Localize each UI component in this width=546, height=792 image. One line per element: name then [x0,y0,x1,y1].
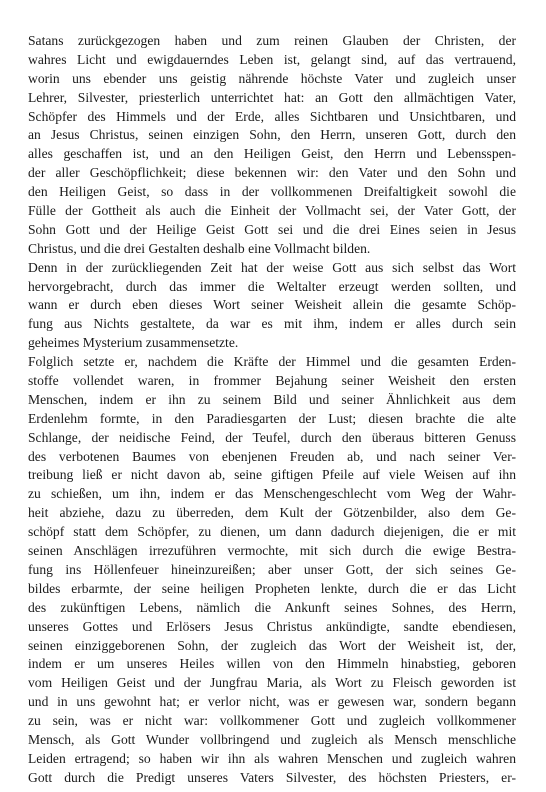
text-line: der aller Geschöpflichkeit; diese bekennen wir: den Vater und den Sohn und [28,165,516,181]
text-line: vom Heiligen Geist und der Jungfrau Maria, als Wort zu Fleisch geworden ist [28,675,516,691]
text-line: treibung ließ er nicht davon ab, seine giftigen Pfeile auf viele Weisen auf ihn [28,467,516,483]
text-line: Menschen, indem er ihn zu seinem Bild und seiner Ähnlichkeit aus dem [28,391,516,407]
text-line: zu sein, was er nicht war: vollkommener Gott und zugleich vollkommener [28,713,516,729]
document-page [28,32,516,788]
text-line: Gott durch die Predigt unseres Vaters Silvester, des höchsten Priesters, er- [28,769,516,785]
text-line: Fülle der Gottheit als auch die Einheit der Vollmacht sei, der Vater Gott, der [28,203,516,219]
text-line: stoffe vollendet waren, in frommer Bejahung seiner Weisheit den ersten [28,373,516,389]
text-line: Denn in der zurückliegenden Zeit hat der weise Gott aus sich selbst das Wort [28,259,516,275]
text-line: Mensch, als Gott Wunder vollbringend und zugleich als Mensch menschliche [28,731,516,747]
text-line: an Jesus Christus, seinen einzigen Sohn, den Herrn, unseren Gott, durch den [28,127,516,143]
paragraph [28,32,516,259]
text-line: fung aus Nichts gestaltete, da war es mit ihm, indem er alles durch sein [28,316,516,332]
text-line: Satans zurückgezogen haben und zum reinen Glauben der Christen, der [28,33,516,48]
text-line: hervorgebracht, durch das immer die Weltalter erzeugt werden sollten, und [28,278,516,294]
text-line: seinen Anschlägen irrezuführen vermochte, mit sich durch die ewige Bestra- [28,543,516,559]
text-line: Sohn Gott und der Heilige Geist Gott sei und die drei Eines seien in Jesus [28,221,516,237]
text-line: Leiden ertragend; so haben wir ihn als wahren Menschen und zugleich wahren [28,750,516,766]
text-line: seinen einziggeborenen Sohn, der zugleich das Wort der Weisheit ist, der, [28,637,516,653]
paragraph [28,353,516,787]
text-line: wahres Licht und ewigdauerndes Leben ist, gelangt sind, auf das vertrauend, [28,51,516,67]
text-line: heit abziehe, dazu zu überreden, dem Kult der Götzenbilder, also dem Ge- [28,505,516,521]
text-line: fung ins Höllenfeuer hineinzureißen; aber unser Gott, der sich seines Ge- [28,561,516,577]
text-line: bildes erbarmte, der seine heiligen Propheten lenkte, durch die er das Licht [28,580,516,596]
text-line: unseres Gottes und Erlösers Jesus Christus ankündigte, sandte ebendiesen, [28,618,516,634]
text-line: worin uns ebender uns geistig nährende höchste Vater und zugleich unser [28,70,516,86]
text-line: und in uns gewohnt hat; er verlor nicht, was er gewesen war, sondern begann [28,694,516,710]
text-line: Christus, und die drei Gestalten deshalb eine Vollmacht bilden. [28,240,371,256]
text-line: schöpf statt dem Schöpfer, zu dienen, um dann dadurch diejenigen, die er mit [28,524,516,540]
text-line: wann er durch eben dieses Wort seiner Weisheit allein die gesamte Schöp- [28,297,516,313]
text-line: den Heiligen Geist, so dass in der vollkommenen Dreifaltigkeit sowohl die [28,184,516,200]
text-line: Erdenlehm formte, in den Paradiesgarten der Lust; diesen brachte die alte [28,410,516,426]
paragraph [28,259,516,353]
text-line: des zukünftigen Lebens, nämlich die Ankunft seines Sohnes, des Herrn, [28,599,516,615]
text-line: zu schießen, um ihn, indem er das Menschengeschlecht vom Weg der Wahr- [28,486,516,502]
text-line: Folglich setzte er, nachdem die Kräfte der Himmel und die gesamten Erden- [28,354,516,370]
text-line: Schöpfer des Himmels und der Erde, alles Sichtbaren und Unsichtbaren, und [28,108,516,124]
text-line: geheimes Mysterium zusammensetzte. [28,335,239,351]
text-line: des verbotenen Baumes von ebenjenen Freuden ab, und nach seiner Ver- [28,448,516,464]
text-line: indem er um unseres Heiles willen von den Himmeln hinabstieg, geboren [28,656,516,672]
text-line: alles geschaffen ist, und an den Heiligen Geist, den Herrn und Lebensspen- [28,146,516,162]
text-line: Schlange, der neidische Feind, der Teufel, durch den überaus bitteren Genuss [28,429,516,445]
text-line: Lehrer, Silvester, priesterlich unterrichtet hat: an Gott den allmächtigen Vater, [28,89,516,105]
